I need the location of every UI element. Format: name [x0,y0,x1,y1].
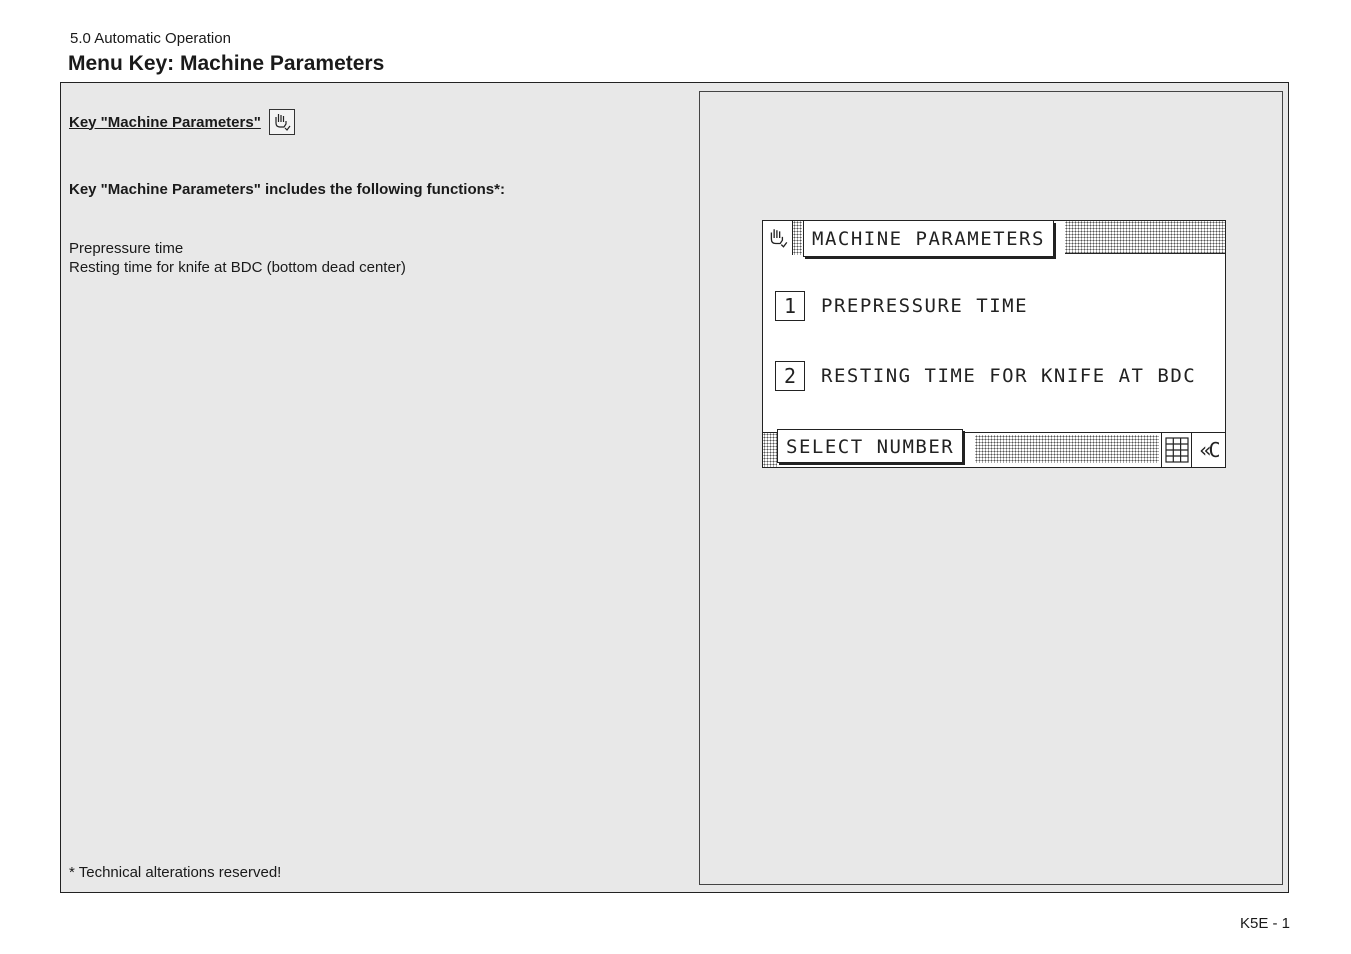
screen-illustration-box [699,91,1283,885]
lcd-title: MACHINE PARAMETERS [803,221,1054,257]
description-column [69,83,689,892]
functions-list [69,239,406,277]
option-number-key[interactable]: 1 [775,291,805,321]
function-item: Prepressure time [69,240,184,257]
menu-option-2[interactable] [775,361,1196,391]
option-label: PREPRESSURE TIME [821,295,1029,317]
dotted-separator [1065,221,1225,254]
lcd-footer [763,432,1225,467]
hand-press-icon[interactable] [763,221,793,255]
menu-option-1[interactable] [775,291,1028,321]
page-title: Menu Key: Machine Parameters [68,52,385,75]
dotted-separator [975,435,1159,463]
dotted-separator [793,221,802,255]
lcd-header [763,221,1225,255]
content-frame [60,82,1289,893]
page-number: K5E - 1 [1239,915,1290,932]
functions-intro: Key "Machine Parameters" includes the following functions*: [69,181,505,198]
hand-press-icon [269,109,295,135]
option-number-key[interactable]: 2 [775,361,805,391]
footnote: * Technical alterations reserved! [69,864,282,881]
function-item: Resting time for knife at BDC (bottom dead center) [69,259,406,276]
key-heading-label: Key "Machine Parameters" [69,113,261,131]
lcd-screen [762,220,1226,468]
dotted-separator [763,433,777,467]
option-label: RESTING TIME FOR KNIFE AT BDC [821,365,1197,387]
key-heading [69,109,295,135]
keypad-grid-icon[interactable] [1161,433,1191,467]
clear-key[interactable]: «C [1191,433,1225,467]
prompt-label: SELECT NUMBER [777,429,963,463]
section-label: 5.0 Automatic Operation [70,30,231,47]
